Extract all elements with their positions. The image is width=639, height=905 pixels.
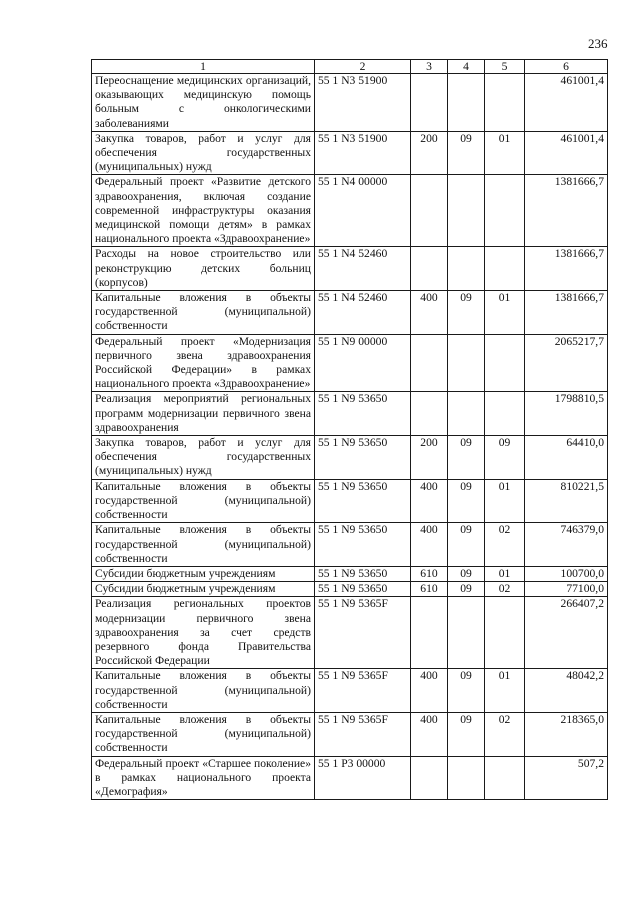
row-name: Капитальные вложения в объекты государственной (муниципальной) собственности xyxy=(92,669,315,713)
row-vr xyxy=(411,756,448,800)
row-name: Капитальные вложения в объекты государственной (муниципальной) собственности xyxy=(92,523,315,567)
row-rz xyxy=(448,334,485,392)
table-row xyxy=(92,523,608,567)
row-amount: 64410,0 xyxy=(525,436,608,480)
row-pr xyxy=(485,175,525,247)
row-rz xyxy=(448,392,485,436)
table-row xyxy=(92,247,608,291)
row-pr: 01 xyxy=(485,291,525,335)
row-code: 55 1 P3 00000 xyxy=(315,756,411,800)
budget-table xyxy=(91,59,608,800)
row-code: 55 1 N9 53650 xyxy=(315,582,411,597)
row-code: 55 1 N9 53650 xyxy=(315,566,411,581)
row-rz xyxy=(448,175,485,247)
row-code: 55 1 N9 5365F xyxy=(315,712,411,756)
row-rz: 09 xyxy=(448,436,485,480)
row-amount: 100700,0 xyxy=(525,566,608,581)
row-pr: 01 xyxy=(485,669,525,713)
row-pr: 02 xyxy=(485,582,525,597)
row-rz xyxy=(448,247,485,291)
row-amount: 2065217,7 xyxy=(525,334,608,392)
row-rz: 09 xyxy=(448,566,485,581)
row-rz: 09 xyxy=(448,479,485,523)
row-amount: 1381666,7 xyxy=(525,175,608,247)
table-row xyxy=(92,175,608,247)
row-vr xyxy=(411,175,448,247)
row-amount: 507,2 xyxy=(525,756,608,800)
table-header-row xyxy=(92,60,608,74)
row-name: Реализация мероприятий региональных программ модернизации первичного звена здравоохранения xyxy=(92,392,315,436)
header-col-1: 1 xyxy=(92,60,315,74)
row-pr: 01 xyxy=(485,479,525,523)
row-name: Субсидии бюджетным учреждениям xyxy=(92,582,315,597)
table-row xyxy=(92,479,608,523)
row-amount: 461001,4 xyxy=(525,74,608,132)
row-rz xyxy=(448,74,485,132)
row-amount: 266407,2 xyxy=(525,597,608,669)
row-amount: 48042,2 xyxy=(525,669,608,713)
row-vr: 610 xyxy=(411,582,448,597)
table-row xyxy=(92,712,608,756)
row-vr: 610 xyxy=(411,566,448,581)
row-name: Капитальные вложения в объекты государственной (муниципальной) собственности xyxy=(92,291,315,335)
row-amount: 461001,4 xyxy=(525,131,608,175)
table-row xyxy=(92,131,608,175)
row-code: 55 1 N9 00000 xyxy=(315,334,411,392)
row-rz xyxy=(448,597,485,669)
row-amount: 1381666,7 xyxy=(525,291,608,335)
table-row xyxy=(92,756,608,800)
row-pr: 01 xyxy=(485,566,525,581)
header-col-3: 3 xyxy=(411,60,448,74)
row-name: Переоснащение медицинских организаций, оказывающих медицинскую помощь больным с онкологическими заболеваниями xyxy=(92,74,315,132)
table-row xyxy=(92,436,608,480)
row-code: 55 1 N4 52460 xyxy=(315,291,411,335)
row-amount: 746379,0 xyxy=(525,523,608,567)
row-rz: 09 xyxy=(448,712,485,756)
row-vr xyxy=(411,334,448,392)
table-row xyxy=(92,291,608,335)
row-rz: 09 xyxy=(448,291,485,335)
row-name: Федеральный проект «Старшее поколение» в рамках национального проекта «Демография» xyxy=(92,756,315,800)
row-pr: 01 xyxy=(485,131,525,175)
row-code: 55 1 N9 5365F xyxy=(315,597,411,669)
table-row xyxy=(92,392,608,436)
row-amount: 77100,0 xyxy=(525,582,608,597)
row-name: Капитальные вложения в объекты государственной (муниципальной) собственности xyxy=(92,479,315,523)
row-vr xyxy=(411,74,448,132)
row-rz: 09 xyxy=(448,582,485,597)
row-code: 55 1 N4 52460 xyxy=(315,247,411,291)
row-vr: 400 xyxy=(411,291,448,335)
row-vr xyxy=(411,597,448,669)
page-number: 236 xyxy=(588,36,608,51)
row-code: 55 1 N3 51900 xyxy=(315,131,411,175)
header-col-5: 5 xyxy=(485,60,525,74)
row-code: 55 1 N4 00000 xyxy=(315,175,411,247)
table-row xyxy=(92,74,608,132)
row-code: 55 1 N9 53650 xyxy=(315,392,411,436)
row-name: Расходы на новое строительство или реконструкцию детских больниц (корпусов) xyxy=(92,247,315,291)
row-code: 55 1 N9 53650 xyxy=(315,523,411,567)
row-pr xyxy=(485,74,525,132)
row-pr xyxy=(485,247,525,291)
row-name: Федеральный проект «Модернизация первичного звена здравоохранения Российской Федерации» в рамках национального проекта «Здравоохранение» xyxy=(92,334,315,392)
row-vr: 400 xyxy=(411,712,448,756)
row-rz xyxy=(448,756,485,800)
row-name: Закупка товаров, работ и услуг для обеспечения государственных (муниципальных) нужд xyxy=(92,131,315,175)
row-name: Субсидии бюджетным учреждениям xyxy=(92,566,315,581)
row-pr: 02 xyxy=(485,712,525,756)
row-vr: 200 xyxy=(411,436,448,480)
row-amount: 1798810,5 xyxy=(525,392,608,436)
row-name: Федеральный проект «Развитие детского здравоохранения, включая создание современной инфраструктуры оказания медицинской помощи детям» в рамках национального проекта «Здравоохранение» xyxy=(92,175,315,247)
row-pr: 09 xyxy=(485,436,525,480)
row-name: Капитальные вложения в объекты государственной (муниципальной) собственности xyxy=(92,712,315,756)
row-amount: 218365,0 xyxy=(525,712,608,756)
row-rz: 09 xyxy=(448,523,485,567)
row-vr: 400 xyxy=(411,669,448,713)
row-code: 55 1 N9 53650 xyxy=(315,436,411,480)
row-vr: 400 xyxy=(411,479,448,523)
row-pr xyxy=(485,597,525,669)
row-vr: 200 xyxy=(411,131,448,175)
row-amount: 1381666,7 xyxy=(525,247,608,291)
row-rz: 09 xyxy=(448,131,485,175)
row-rz: 09 xyxy=(448,669,485,713)
row-code: 55 1 N9 53650 xyxy=(315,479,411,523)
header-col-6: 6 xyxy=(525,60,608,74)
row-pr xyxy=(485,334,525,392)
row-vr xyxy=(411,247,448,291)
row-pr xyxy=(485,756,525,800)
table-row xyxy=(92,334,608,392)
row-amount: 810221,5 xyxy=(525,479,608,523)
row-name: Реализация региональных проектов модернизации первичного звена здравоохранения за счет средств резервного фонда Правительства Российской Федерации xyxy=(92,597,315,669)
row-pr xyxy=(485,392,525,436)
row-vr: 400 xyxy=(411,523,448,567)
row-code: 55 1 N9 5365F xyxy=(315,669,411,713)
row-vr xyxy=(411,392,448,436)
table-row xyxy=(92,582,608,597)
header-col-4: 4 xyxy=(448,60,485,74)
row-name: Закупка товаров, работ и услуг для обеспечения государственных (муниципальных) нужд xyxy=(92,436,315,480)
table-row xyxy=(92,597,608,669)
row-code: 55 1 N3 51900 xyxy=(315,74,411,132)
header-col-2: 2 xyxy=(315,60,411,74)
row-pr: 02 xyxy=(485,523,525,567)
table-row xyxy=(92,669,608,713)
table-row xyxy=(92,566,608,581)
